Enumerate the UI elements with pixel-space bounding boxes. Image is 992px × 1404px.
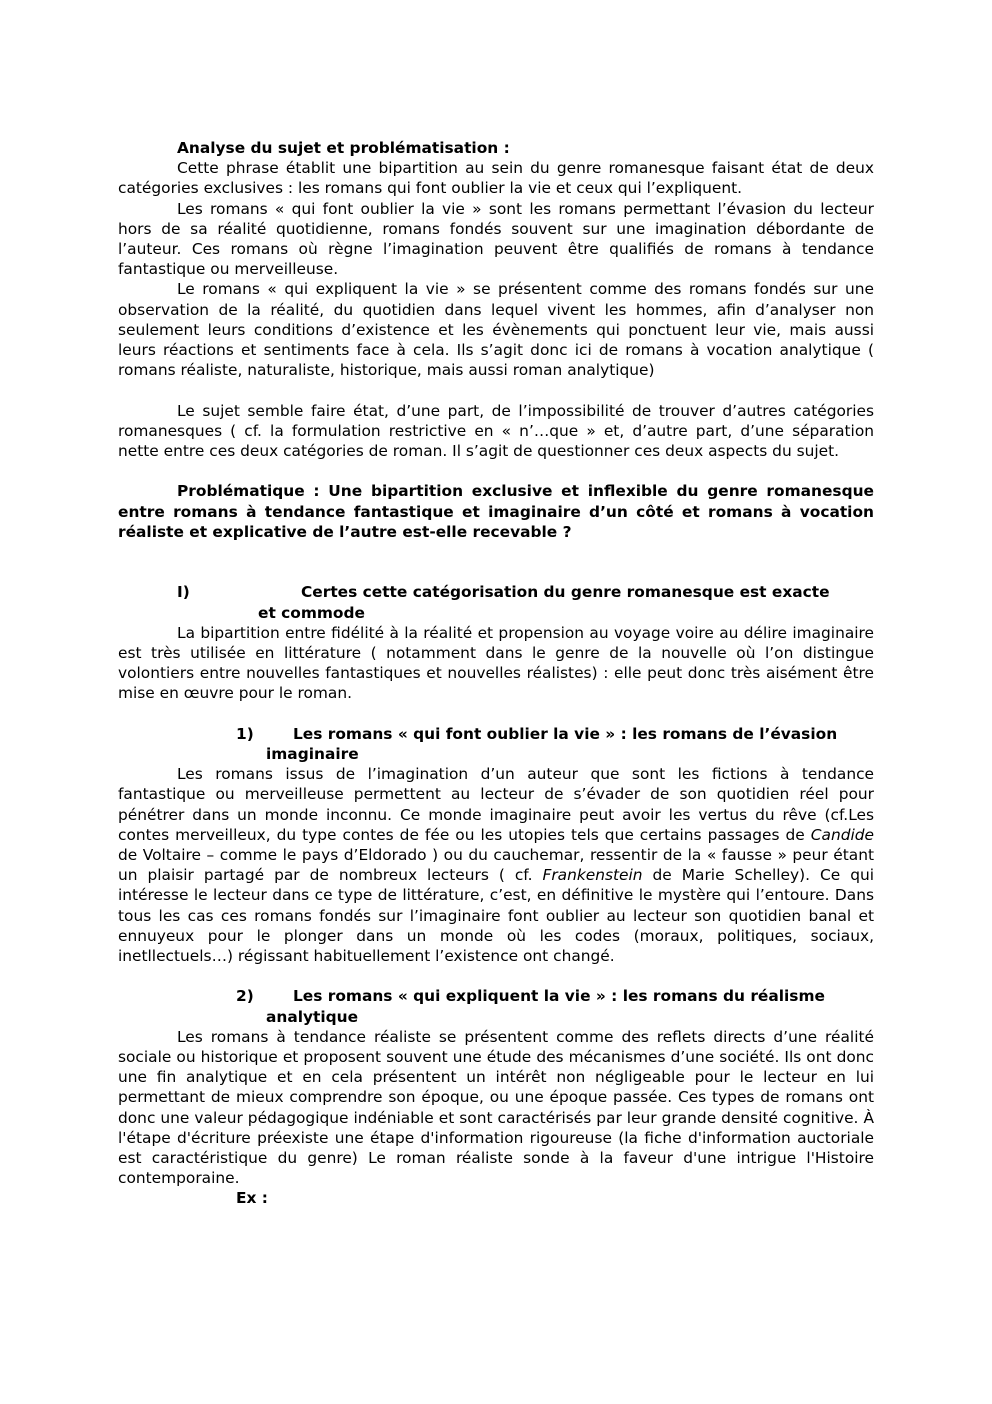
subsection-1-title	[118, 724, 874, 744]
part-1-title-line-2: et commode	[258, 603, 365, 622]
intro-paragraph-1: Cette phrase établit une bipartition au sein du genre romanesque faisant état de deux catégories exclusives : les romans qui font oublier la vie et ceux qui l’expliquent.	[118, 159, 874, 198]
blank-line	[118, 966, 874, 986]
intro-paragraph-2: Les romans « qui font oublier la vie » sont les romans permettant l’évasion du lecteur hors de sa réalité quotidienne, romans fondés souvent sur une imagination débordante de l’auteur. Ces romans où règne l’imagination peuvent être qualifiés de romans à tendance fantastique ou merveilleuse.	[118, 199, 874, 279]
subsection-1-title-line-1: Les romans « qui font oublier la vie » : les romans de l’évasion	[293, 724, 838, 743]
example-label: Ex :	[236, 1189, 268, 1208]
blank-line	[118, 562, 874, 582]
document-page	[118, 138, 874, 1209]
subsection-1-text-b: de Voltaire – comme le pays d’Eldorado ) ou du cauchemar, ressentir de la « fausse » peur étant un plaisir partagé par de nombreux lecteurs ( cf.	[118, 846, 874, 885]
subsection-2-title-line-2: analytique	[266, 1007, 359, 1026]
intro-paragraph-4: Le sujet semble faire état, d’une part, de l’impossibilité de trouver d’autres catégories romanesques ( cf. la formulation restrictive en « n’…que » et, d’autre part, d’une séparation nette entre ces deux catégories de roman. Il s’agit de questionner ces deux aspects du sujet.	[118, 401, 874, 461]
blank-line	[118, 380, 874, 400]
subsection-2-title	[118, 986, 874, 1006]
blank-line	[118, 461, 874, 481]
subsection-2-paragraph: Les romans à tendance réaliste se présentent comme des reflets directs d’une réalité sociale ou historique et proposent souvent une étude des mécanismes d’une société. Ils ont donc une fin analytique et en cela présentent un intérêt non négligeable pour le lecteur en lui permettant de mieux comprendre son époque, ou une époque passée. Ces types de romans ont donc une valeur pédagogique indéniable et sont caractérisés par leur grande densité cognitive. À l'étape d'écriture préexiste une étape d'information rigoureuse (la fiche d'information auctoriale est caractéristique du genre) Le roman réaliste sonde à la faveur d'une intrigue l'Histoire contemporaine.	[118, 1027, 874, 1188]
part-1-intro: La bipartition entre fidélité à la réalité et propension au voyage voire au délire imaginaire est très utilisée en littérature ( notamment dans le genre de la nouvelle où l’on distingue volontiers entre nouvelles fantastiques et nouvelles réalistes) : elle peut donc très aisément être mise en œuvre pour le roman.	[118, 623, 874, 703]
part-1-number: I)	[177, 583, 190, 602]
section-heading: Analyse du sujet et problématisation :	[177, 139, 510, 157]
title-frankenstein: Frankenstein	[542, 866, 643, 885]
subsection-1-number: 1)	[236, 724, 254, 743]
title-candide: Candide	[810, 825, 874, 844]
blank-line	[118, 542, 874, 562]
subsection-1-title-line-2: imaginaire	[266, 745, 359, 764]
subsection-1-text-a: Les romans issus de l’imagination d’un auteur que sont les fictions à tendance fantastique ou merveilleuse permettent au lecteur de s’évader de son quotidien réel pour pénétrer dans un monde inconnu. Ce monde imaginaire peut avoir les vertus du rêve (cf.Les contes merveilleux, du type contes de fée ou les utopies tels que certains passages de	[118, 765, 874, 844]
subsection-1-paragraph	[118, 764, 874, 966]
intro-paragraph-3: Le romans « qui expliquent la vie » se présentent comme des romans fondés sur une observation de la réalité, du quotidien dans lequel vivent les hommes, afin d’analyser non seulement leurs conditions d’existence et les évènements qui ponctuent leur vie, mais aussi leurs réactions et sentiments face à cela. Ils s’agit donc ici de romans à vocation analytique ( romans réaliste, naturaliste, historique, mais aussi roman analytique)	[118, 280, 874, 380]
subsection-1-text-c: de Marie Schelley). Ce qui intéresse le lecteur dans ce type de littérature, c’est, en définitive le mystère qui l’entoure. Dans tous les cas ces romans fondés sur l’imaginaire font oublier au lecteur son quotidien banal et ennuyeux pour le plonger dans un monde où les codes (moraux, politiques, sociaux, inetllectuels…) régissant habituellement l’existence ont changé.	[118, 866, 874, 966]
subsection-2-number: 2)	[236, 987, 254, 1006]
blank-line	[118, 704, 874, 724]
subsection-2-title-line-1: Les romans « qui expliquent la vie » : les romans du réalisme	[293, 987, 825, 1006]
problematique: Problématique : Une bipartition exclusive et inflexible du genre romanesque entre romans à tendance fantastique et imaginaire d’un côté et romans à vocation réaliste et explicative de l’autre est-elle recevable ?	[118, 482, 874, 541]
part-1-title-line-1: Certes cette catégorisation du genre romanesque est exacte	[301, 583, 830, 602]
part-1-title	[118, 582, 874, 602]
